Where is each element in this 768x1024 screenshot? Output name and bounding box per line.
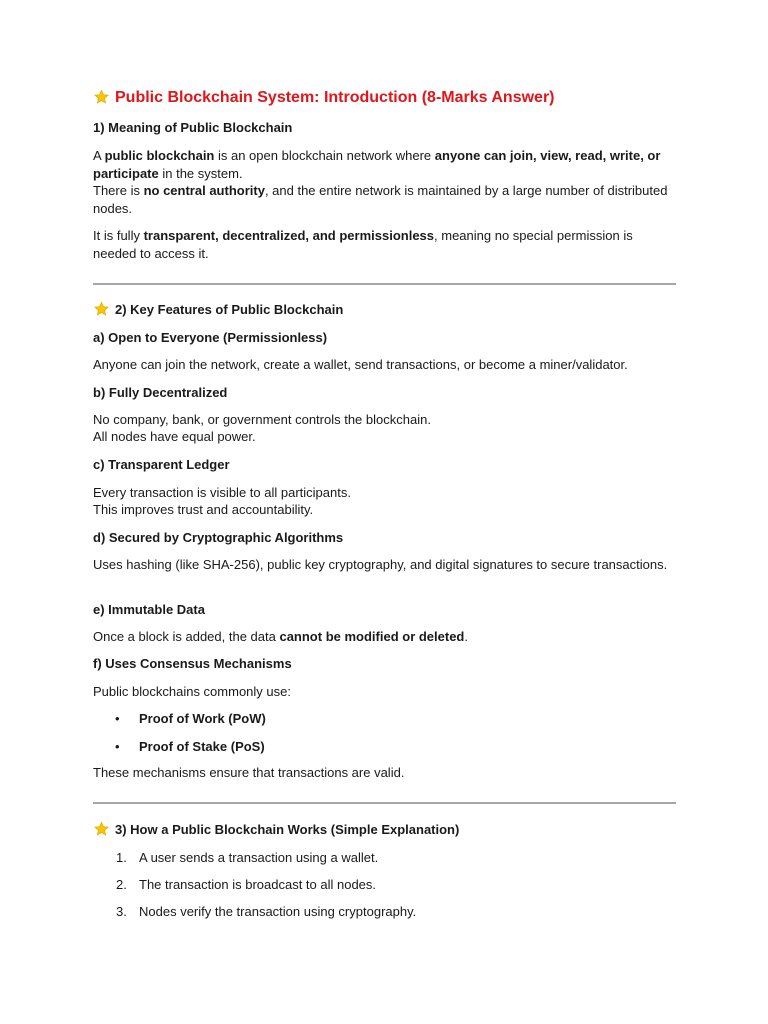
feature-a-text: Anyone can join the network, create a wallet, send transactions, or become a miner/validator. <box>93 357 628 372</box>
feature-d-heading: d) Secured by Cryptographic Algorithms <box>93 530 344 545</box>
consensus-pow: Proof of Work (PoW) <box>139 711 266 726</box>
star-icon <box>93 821 110 837</box>
consensus-pos: Proof of Stake (PoS) <box>139 739 265 754</box>
section-2-heading: 2) Key Features of Public Blockchain <box>93 301 676 319</box>
section-divider <box>93 802 676 804</box>
step-number: 2. <box>116 877 127 892</box>
feature-f-outro: These mechanisms ensure that transactions are valid. <box>93 765 405 780</box>
bullet-marker: • <box>115 739 120 754</box>
step-text: Nodes verify the transaction using cryptography. <box>139 904 417 919</box>
feature-c-heading: c) Transparent Ledger <box>93 457 230 472</box>
feature-b-line-2: All nodes have equal power. <box>93 429 256 444</box>
meaning-paragraph-1: A public blockchain is an open blockchain network where anyone can join, view, read, write, or participate in the system. <box>93 148 661 181</box>
section-divider <box>93 283 676 285</box>
feature-e-text: Once a block is added, the data cannot be modified or deleted. <box>93 629 469 644</box>
feature-e-heading: e) Immutable Data <box>93 602 205 617</box>
star-icon <box>93 301 110 317</box>
meaning-paragraph-3: It is fully transparent, decentralized, and permissionless, meaning no special permission is needed to access it. <box>93 228 633 261</box>
star-icon <box>93 89 110 105</box>
feature-c-line-2: This improves trust and accountability. <box>93 502 314 517</box>
bullet-marker: • <box>115 711 120 726</box>
page-title: Public Blockchain System: Introduction (8-Marks Answer) <box>93 88 676 108</box>
feature-a-heading: a) Open to Everyone (Permissionless) <box>93 330 328 345</box>
feature-f-intro: Public blockchains commonly use: <box>93 684 291 699</box>
meaning-paragraph-2: There is no central authority, and the entire network is maintained by a large number of distributed nodes. <box>93 183 668 216</box>
section-1-heading: 1) Meaning of Public Blockchain <box>93 120 293 135</box>
step-number: 3. <box>116 904 127 919</box>
section-3-heading: 3) How a Public Blockchain Works (Simple Explanation) <box>93 821 676 839</box>
step-text: A user sends a transaction using a wallet. <box>139 850 379 865</box>
step-number: 1. <box>116 850 127 865</box>
feature-f-heading: f) Uses Consensus Mechanisms <box>93 656 292 671</box>
step-text: The transaction is broadcast to all nodes. <box>139 877 377 892</box>
feature-d-text: Uses hashing (like SHA-256), public key cryptography, and digital signatures to secure transactions. <box>93 557 668 572</box>
feature-c-line-1: Every transaction is visible to all participants. <box>93 485 351 500</box>
feature-b-line-1: No company, bank, or government controls the blockchain. <box>93 412 431 427</box>
feature-b-heading: b) Fully Decentralized <box>93 385 228 400</box>
